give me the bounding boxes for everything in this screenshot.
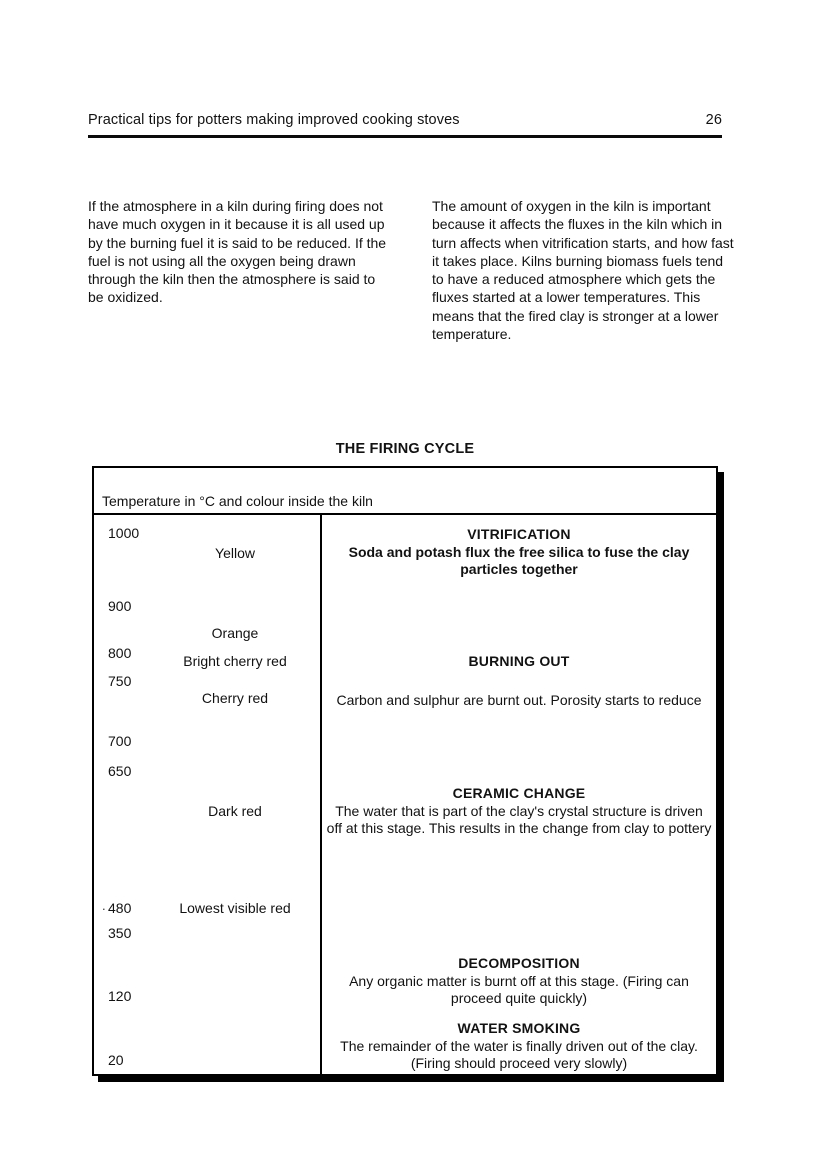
temperature-1000: 1000 <box>108 525 140 541</box>
stage-desc-water-smoking: The remainder of the water is finally driven out of the clay. (Firing should proceed very slowly) <box>340 1038 698 1072</box>
colour-bright-cherry-red: Bright cherry red <box>183 653 287 669</box>
colour-cherry-red: Cherry red <box>201 690 269 706</box>
table-caption: Temperature in °C and colour inside the kiln <box>94 468 716 515</box>
stage-desc-vitrification: Soda and potash flux the free silica to fuse the clay particles together <box>348 544 690 578</box>
stage-desc-decomposition: Any organic matter is burnt off at this stage. (Firing can proceed quite quickly) <box>349 973 689 1007</box>
colour-orange: Orange <box>211 625 259 641</box>
stage-heading-water-smoking: WATER SMOKING <box>457 1020 581 1036</box>
stage-desc-burning-out: Carbon and sulphur are burnt out. Porosity starts to reduce <box>336 692 702 708</box>
temperature-900: 900 <box>108 598 132 614</box>
colour-dark-red: Dark red <box>208 803 262 819</box>
intro-paragraph-left: If the atmosphere in a kiln during firing does not have much oxygen in it because it is all used up by the burning fuel it is said to be reduced. If the fuel is not using all the oxygen being drawn through the kiln then the atmosphere is said to be oxidized. <box>88 198 387 306</box>
page-header <box>88 112 722 138</box>
temperature-350: 350 <box>108 925 132 941</box>
scan-artifact-dot: . <box>102 898 106 913</box>
stage-heading-burning-out: BURNING OUT <box>468 653 570 669</box>
figure-title: THE FIRING CYCLE <box>335 441 475 457</box>
temperature-700: 700 <box>108 733 132 749</box>
stage-heading-decomposition: DECOMPOSITION <box>458 955 580 971</box>
temperature-480: 480 <box>108 900 132 916</box>
temperature-20: 20 <box>108 1052 124 1068</box>
temperature-750: 750 <box>108 673 132 689</box>
firing-cycle-table <box>92 466 718 1076</box>
temperature-650: 650 <box>108 763 132 779</box>
colour-lowest-visible-red: Lowest visible red <box>179 900 291 916</box>
temperature-120: 120 <box>108 988 132 1004</box>
running-title: Practical tips for potters making improved cooking stoves <box>88 112 460 128</box>
stage-heading-ceramic-change: CERAMIC CHANGE <box>452 785 586 801</box>
page-number: 26 <box>705 112 722 128</box>
intro-paragraph-right: The amount of oxygen in the kiln is important because it affects the fluxes in the kiln which in turn affects when vitrification starts, and how fast it takes place. Kilns burning biomass fuels tend to have a reduced atmosphere which gets the fluxes started at a lower temperatures. This means that the fired clay is stronger at a lower temperature. <box>432 198 734 343</box>
temperature-800: 800 <box>108 645 132 661</box>
stage-heading-vitrification: VITRIFICATION <box>467 526 571 542</box>
stage-desc-ceramic-change: The water that is part of the clay's crystal structure is driven off at this stage. This results in the change from clay to pottery <box>326 803 712 837</box>
colour-yellow: Yellow <box>215 545 255 561</box>
